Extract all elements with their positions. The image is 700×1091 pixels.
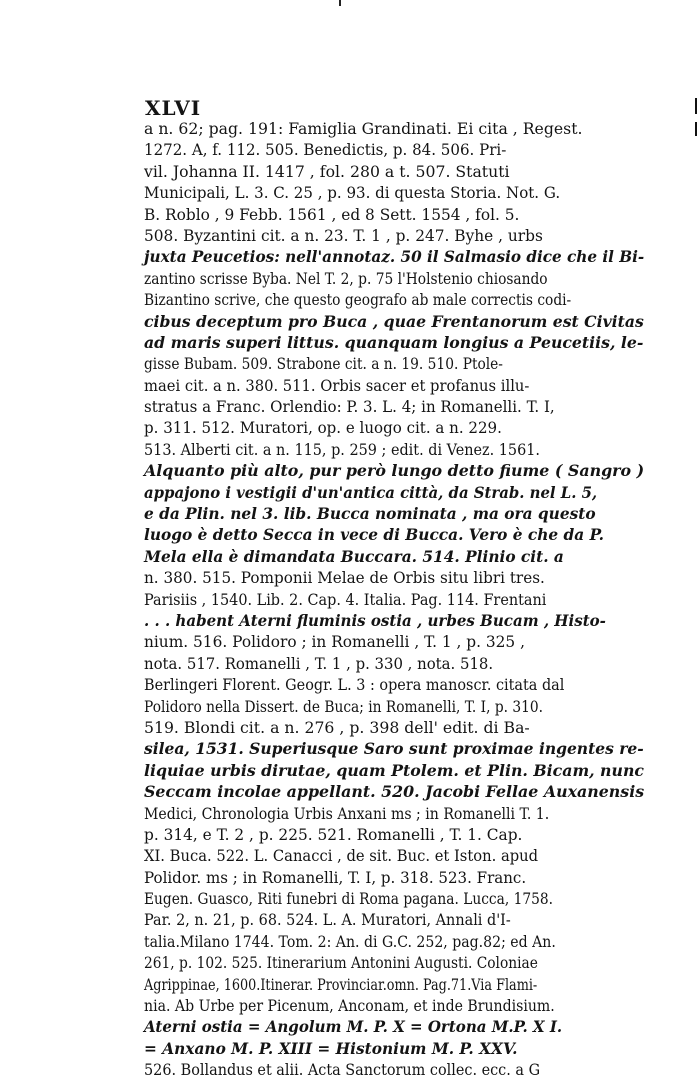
text-line: e da Plin. nel 3. lib. Bucca nominata , ma ora questo xyxy=(144,504,596,524)
edge-mark-1 xyxy=(695,98,697,114)
page-number: XLVI xyxy=(145,96,202,120)
text-line: ad maris superi littus. quanquam longius a Peucetiis, le- xyxy=(144,332,644,352)
text-line: Polidoro nella Dissert. de Buca; in Romanelli, T. I, p. 310. xyxy=(144,696,544,716)
text-line: Alquanto più alto, pur però lungo detto fiume ( Sangro ) xyxy=(144,461,645,481)
text-line: Aterni ostia = Angolum M. P. X = Ortona M.P. X I. xyxy=(144,1017,563,1037)
text-line: Municipali, L. 3. C. 25 , p. 93. di questa Storia. Not. G. xyxy=(144,183,561,203)
text-line: Medici, Chronologia Urbis Anxani ms ; in Romanelli T. 1. xyxy=(144,803,550,823)
text-line: = Anxano M. P. XIII = Histonium M. P. XXV. xyxy=(144,1038,518,1058)
text-line: Agrippinae, 1600.Itinerar. Provinciar.omn. Pag.71.Via Flami- xyxy=(144,974,538,994)
text-line: 1272. A, f. 112. 505. Benedictis, p. 84. 506. Pri- xyxy=(144,140,507,160)
notes-text xyxy=(144,118,644,1081)
text-line: nia. Ab Urbe per Picenum, Anconam, et inde Brundisium. xyxy=(144,996,555,1016)
text-line: juxta Peucetios: nell'annotaz. 50 il Salmasio dice che il Bi- xyxy=(144,247,645,267)
text-line: Bizantino scrive, che questo geografo ab male correctis codi- xyxy=(144,290,572,310)
text-line: nium. 516. Polidoro ; in Romanelli , T. 1 , p. 325 , xyxy=(144,632,525,652)
text-line: 261, p. 102. 525. Itinerarium Antonini Augusti. Coloniae xyxy=(144,953,538,973)
text-line: cibus deceptum pro Buca , quae Frentanorum est Civitas xyxy=(144,311,644,331)
text-line: talia.Milano 1744. Tom. 2: An. di G.C. 252, pag.82; ed An. xyxy=(144,931,556,951)
text-line: luogo è detto Secca in vece di Bucca. Vero è che da P. xyxy=(144,525,604,545)
edge-mark-2 xyxy=(695,122,697,136)
text-line: Seccam incolae appellant. 520. Jacobi Fellae Auxanensis xyxy=(144,782,645,802)
text-line: p. 314, e T. 2 , p. 225. 521. Romanelli , T. 1. Cap. xyxy=(144,824,523,844)
text-line: liquiae urbis dirutae, quam Ptolem. et Plin. Bicam, nunc xyxy=(144,760,644,780)
text-line: Eugen. Guasco, Riti funebri di Roma pagana. Lucca, 1758. xyxy=(144,889,553,909)
text-line: zantino scrisse Byba. Nel T. 2, p. 75 l'Holstenio chiosando xyxy=(144,268,548,288)
text-line: a n. 62; pag. 191: Famiglia Grandinati. Ei cita , Regest. xyxy=(144,119,583,138)
text-line: Parisiis , 1540. Lib. 2. Cap. 4. Italia. Pag. 114. Frentani xyxy=(144,589,547,609)
text-line: silea, 1531. Superiusque Saro sunt proximae ingentes re- xyxy=(144,739,644,759)
text-line: 526. Bollandus et alii. Acta Sanctorum collec. ecc. a G xyxy=(144,1060,541,1080)
text-line: gisse Bubam. 509. Strabone cit. a n. 19. 510. Ptole- xyxy=(144,354,503,374)
text-line: appajono i vestigii d'un'antica città, da Strab. nel L. 5, xyxy=(144,482,598,502)
text-line: Polidor. ms ; in Romanelli, T. I, p. 318. 523. Franc. xyxy=(144,867,527,887)
text-line: n. 380. 515. Pomponii Melae de Orbis situ libri tres. xyxy=(144,568,545,588)
text-line: 508. Byzantini cit. a n. 23. T. 1 , p. 247. Byhe , urbs xyxy=(144,225,543,245)
text-line: 513. Alberti cit. a n. 115, p. 259 ; edit. di Venez. 1561. xyxy=(144,439,540,459)
text-line: 519. Blondi cit. a n. 276 , p. 398 dell' edit. di Ba- xyxy=(144,717,530,737)
text-line: vil. Johanna II. 1417 , fol. 280 a t. 507. Statuti xyxy=(144,161,510,181)
text-line: B. Roblo , 9 Febb. 1561 , ed 8 Sett. 1554 , fol. 5. xyxy=(144,204,520,224)
text-line: XI. Buca. 522. L. Canacci , de sit. Buc. et Iston. apud xyxy=(144,846,539,866)
text-line: Par. 2, n. 21, p. 68. 524. L. A. Muratori, Annali d'I- xyxy=(144,910,511,930)
top-mark xyxy=(339,0,341,6)
text-line: Mela ella è dimandata Buccara. 514. Plinio cit. a xyxy=(144,546,564,566)
text-line: . . . habent Aterni fluminis ostia , urbes Bucam , Histo- xyxy=(144,610,606,630)
text-line: maei cit. a n. 380. 511. Orbis sacer et profanus illu- xyxy=(144,375,530,395)
text-line: stratus a Franc. Orlendio: P. 3. L. 4; in Romanelli. T. I, xyxy=(144,397,555,417)
text-line: p. 311. 512. Muratori, op. e luogo cit. a n. 229. xyxy=(144,418,502,438)
text-line: nota. 517. Romanelli , T. 1 , p. 330 , nota. 518. xyxy=(144,653,494,673)
text-line: Berlingeri Florent. Geogr. L. 3 : opera manoscr. citata dal xyxy=(144,675,565,695)
